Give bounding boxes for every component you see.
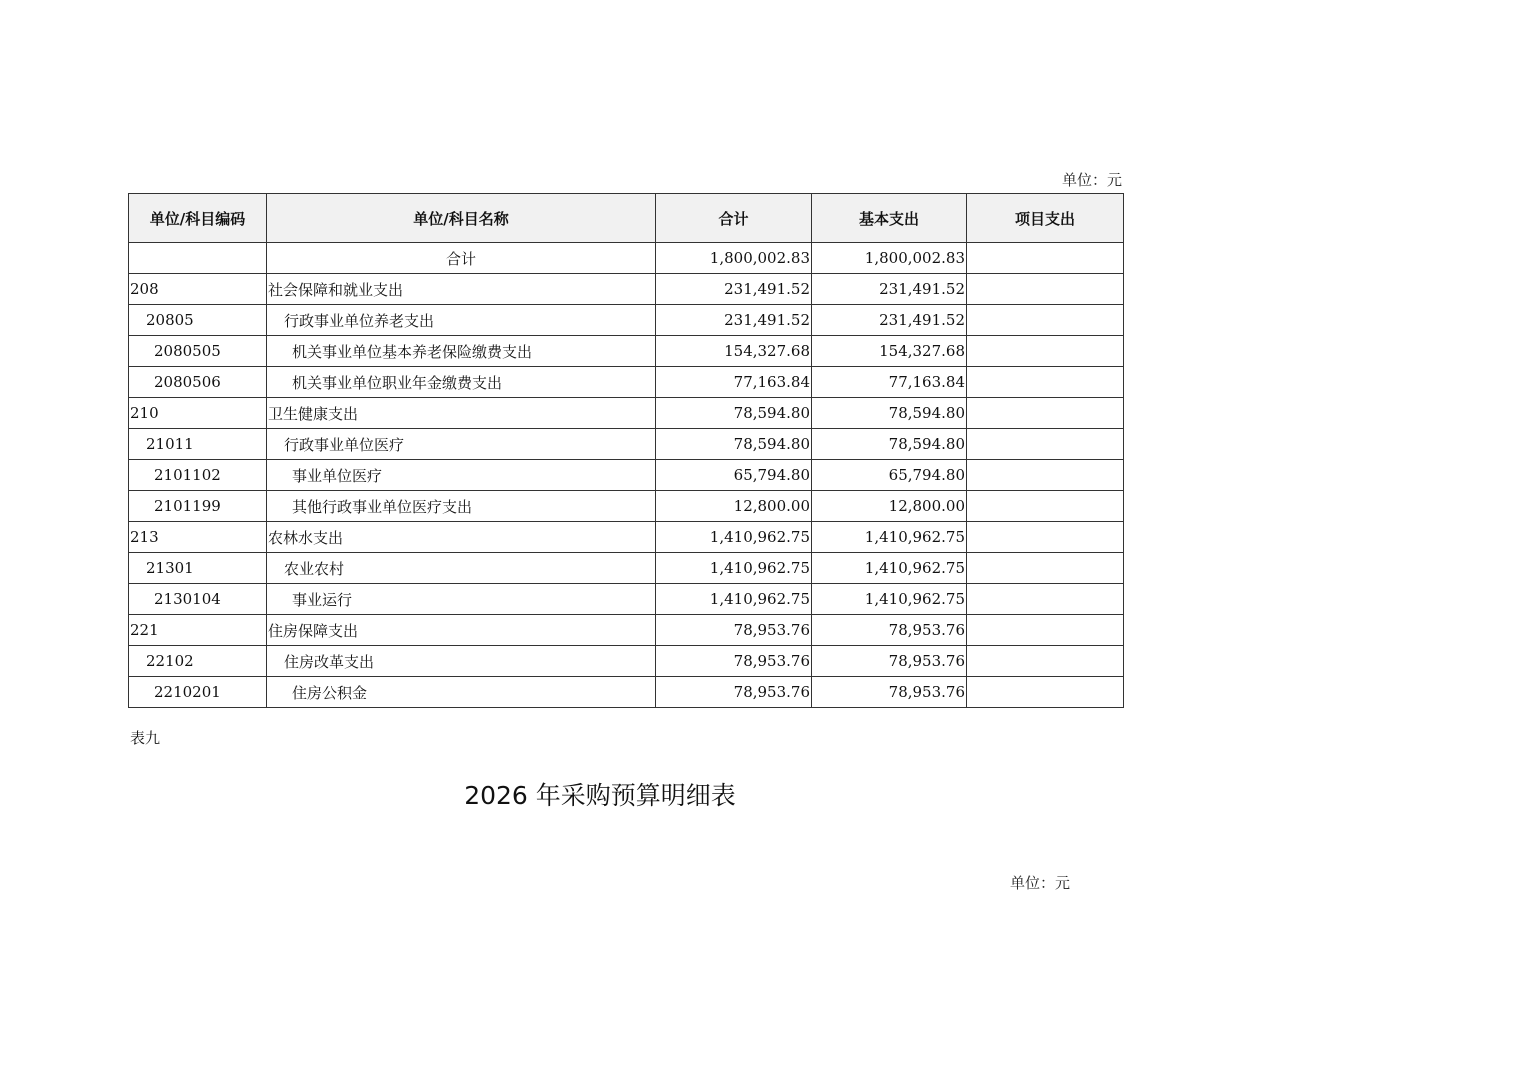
cell-name: 行政事业单位养老支出 [267, 305, 656, 336]
cell-project [967, 274, 1124, 305]
cell-total: 78,594.80 [656, 398, 812, 429]
table-row [129, 522, 1124, 553]
cell-code: 2130104 [129, 584, 267, 615]
table-row [129, 460, 1124, 491]
cell-total: 78,594.80 [656, 429, 812, 460]
header-basic: 基本支出 [812, 194, 967, 243]
cell-code [129, 243, 267, 274]
cell-basic: 78,953.76 [812, 646, 967, 677]
cell-name: 卫生健康支出 [267, 398, 656, 429]
cell-project [967, 584, 1124, 615]
cell-code: 2101102 [129, 460, 267, 491]
cell-name: 事业运行 [267, 584, 656, 615]
table-row [129, 336, 1124, 367]
cell-code: 20805 [129, 305, 267, 336]
table-label: 表九 [130, 729, 161, 747]
header-total: 合计 [656, 194, 812, 243]
table-row [129, 491, 1124, 522]
section-title: 2026 年采购预算明细表 [464, 781, 736, 810]
cell-project [967, 553, 1124, 584]
table-body [129, 243, 1124, 708]
cell-project [967, 243, 1124, 274]
total-row [129, 243, 1124, 274]
cell-total: 12,800.00 [656, 491, 812, 522]
cell-total: 78,953.76 [656, 615, 812, 646]
cell-name: 合计 [267, 243, 656, 274]
cell-project [967, 491, 1124, 522]
cell-name: 住房公积金 [267, 677, 656, 708]
cell-code: 21301 [129, 553, 267, 584]
cell-total: 1,410,962.75 [656, 553, 812, 584]
cell-total: 77,163.84 [656, 367, 812, 398]
cell-total: 78,953.76 [656, 677, 812, 708]
table-row [129, 677, 1124, 708]
cell-code: 21011 [129, 429, 267, 460]
header-name: 单位/科目名称 [267, 194, 656, 243]
table-header-row [129, 194, 1124, 243]
cell-code: 2210201 [129, 677, 267, 708]
table-row [129, 274, 1124, 305]
cell-project [967, 460, 1124, 491]
unit-label-bottom: 单位：元 [1009, 874, 1070, 892]
cell-total: 65,794.80 [656, 460, 812, 491]
table-row [129, 367, 1124, 398]
cell-total: 1,410,962.75 [656, 522, 812, 553]
cell-basic: 78,953.76 [812, 677, 967, 708]
cell-code: 2101199 [129, 491, 267, 522]
cell-name: 农业农村 [267, 553, 656, 584]
table-row [129, 584, 1124, 615]
cell-name: 行政事业单位医疗 [267, 429, 656, 460]
cell-name: 住房改革支出 [267, 646, 656, 677]
cell-basic: 78,594.80 [812, 429, 967, 460]
cell-project [967, 615, 1124, 646]
cell-basic: 154,327.68 [812, 336, 967, 367]
cell-project [967, 522, 1124, 553]
cell-name: 社会保障和就业支出 [267, 274, 656, 305]
cell-basic: 1,800,002.83 [812, 243, 967, 274]
table-row [129, 398, 1124, 429]
cell-basic: 77,163.84 [812, 367, 967, 398]
cell-basic: 231,491.52 [812, 274, 967, 305]
cell-project [967, 336, 1124, 367]
cell-code: 22102 [129, 646, 267, 677]
cell-total: 231,491.52 [656, 305, 812, 336]
cell-total: 78,953.76 [656, 646, 812, 677]
cell-code: 2080506 [129, 367, 267, 398]
unit-label: 单位：元 [1061, 171, 1122, 189]
cell-code: 2080505 [129, 336, 267, 367]
cell-project [967, 646, 1124, 677]
header-project: 项目支出 [967, 194, 1124, 243]
cell-basic: 12,800.00 [812, 491, 967, 522]
table-row [129, 305, 1124, 336]
cell-project [967, 305, 1124, 336]
cell-total: 1,800,002.83 [656, 243, 812, 274]
cell-basic: 1,410,962.75 [812, 584, 967, 615]
cell-code: 210 [129, 398, 267, 429]
header-code: 单位/科目编码 [129, 194, 267, 243]
table-row [129, 553, 1124, 584]
cell-basic: 78,953.76 [812, 615, 967, 646]
cell-name: 事业单位医疗 [267, 460, 656, 491]
cell-basic: 78,594.80 [812, 398, 967, 429]
cell-basic: 1,410,962.75 [812, 522, 967, 553]
cell-project [967, 367, 1124, 398]
cell-project [967, 398, 1124, 429]
cell-basic: 1,410,962.75 [812, 553, 967, 584]
table-row [129, 615, 1124, 646]
table-row [129, 429, 1124, 460]
cell-code: 221 [129, 615, 267, 646]
cell-basic: 231,491.52 [812, 305, 967, 336]
table-row [129, 646, 1124, 677]
cell-name: 机关事业单位基本养老保险缴费支出 [267, 336, 656, 367]
cell-name: 机关事业单位职业年金缴费支出 [267, 367, 656, 398]
cell-project [967, 429, 1124, 460]
cell-project [967, 677, 1124, 708]
cell-code: 208 [129, 274, 267, 305]
cell-name: 农林水支出 [267, 522, 656, 553]
cell-name: 其他行政事业单位医疗支出 [267, 491, 656, 522]
cell-basic: 65,794.80 [812, 460, 967, 491]
cell-total: 231,491.52 [656, 274, 812, 305]
budget-table [128, 193, 1124, 708]
cell-name: 住房保障支出 [267, 615, 656, 646]
cell-total: 154,327.68 [656, 336, 812, 367]
cell-code: 213 [129, 522, 267, 553]
cell-total: 1,410,962.75 [656, 584, 812, 615]
